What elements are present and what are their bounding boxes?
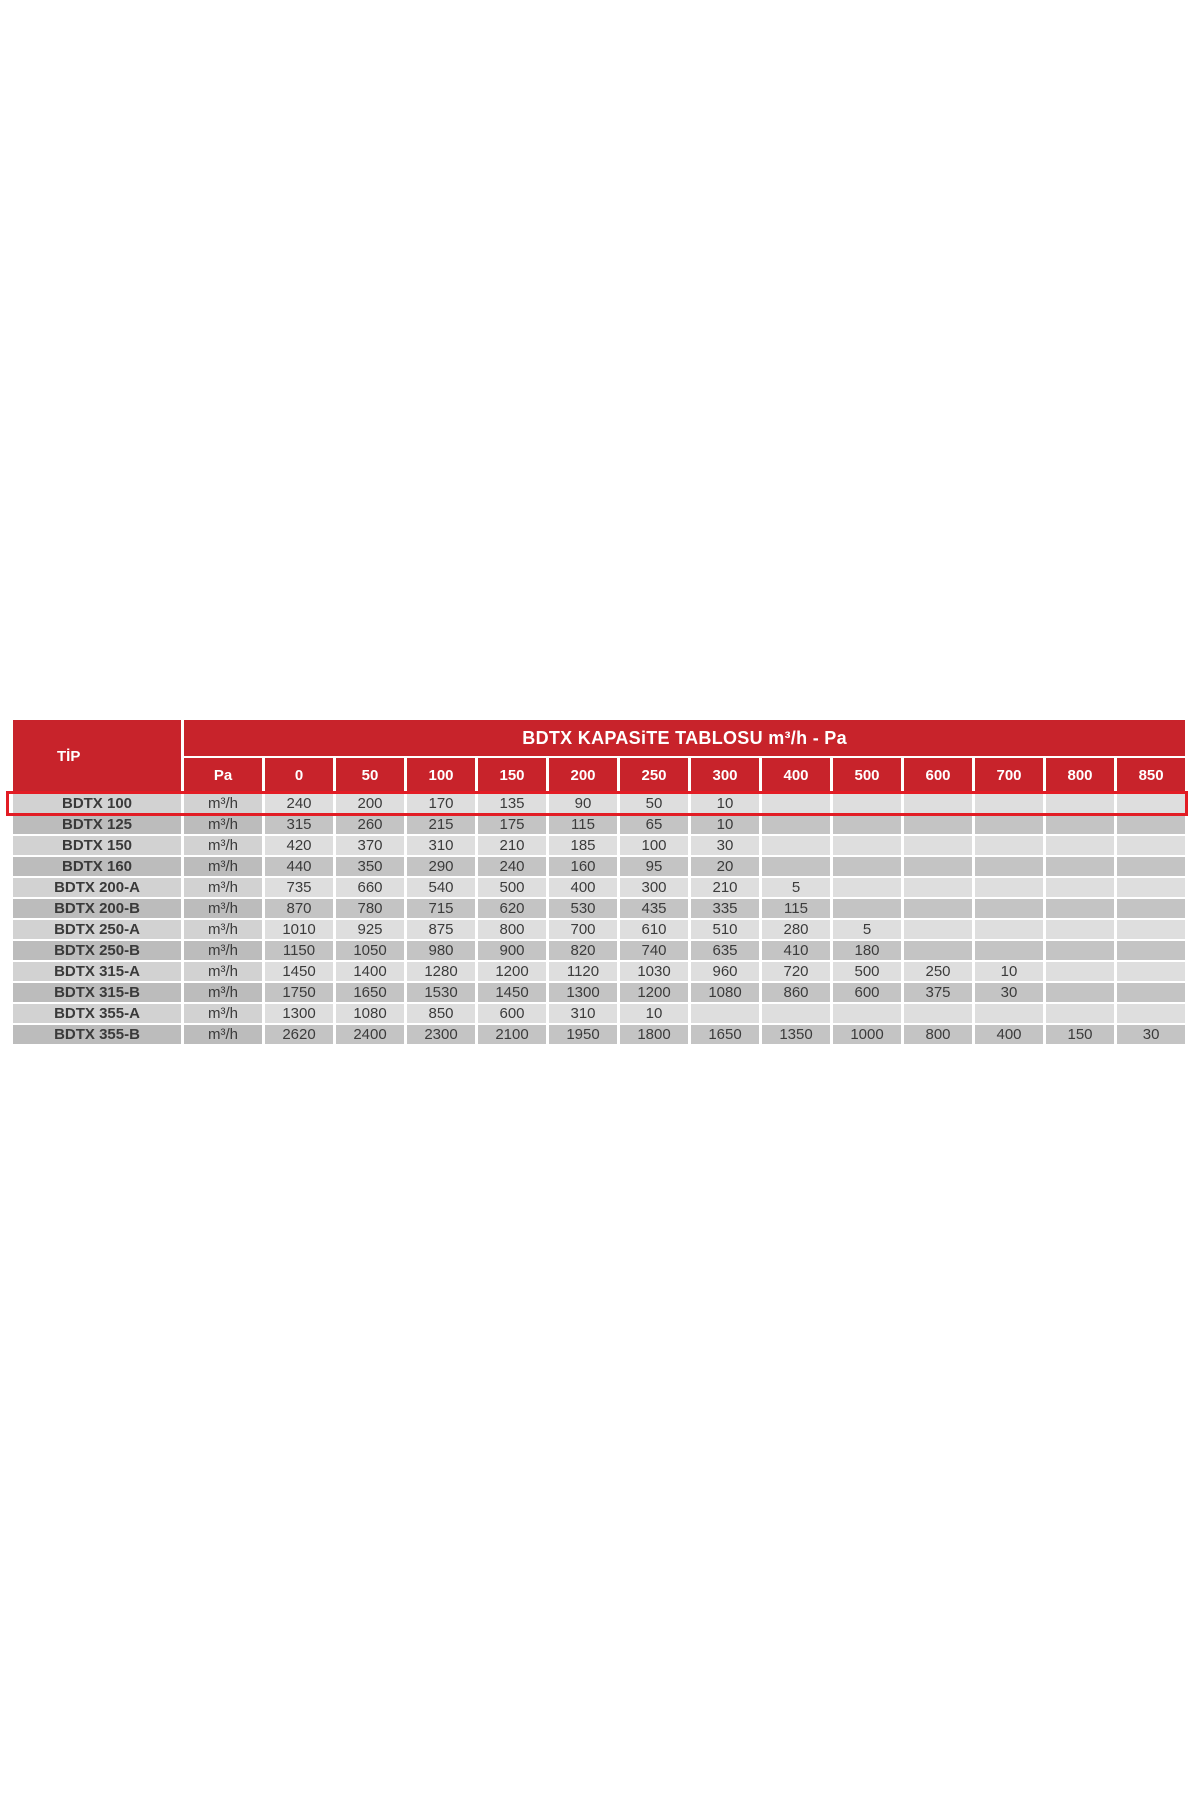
pa-header: Pa <box>184 758 262 792</box>
value-cell: 260 <box>336 815 404 834</box>
value-cell: 2400 <box>336 1025 404 1044</box>
value-cell <box>1046 794 1114 813</box>
value-cell: 335 <box>691 899 759 918</box>
value-cell: 210 <box>691 878 759 897</box>
value-cell: 95 <box>620 857 688 876</box>
value-cell <box>1046 815 1114 834</box>
value-cell: 250 <box>904 962 972 981</box>
value-cell <box>1117 899 1185 918</box>
value-cell <box>1046 878 1114 897</box>
pressure-column-header: 850 <box>1117 758 1185 792</box>
value-cell <box>1117 1004 1185 1023</box>
tip-cell: BDTX 315-A <box>13 962 181 981</box>
value-cell: 600 <box>478 1004 546 1023</box>
pressure-column-header: 50 <box>336 758 404 792</box>
value-cell: 800 <box>478 920 546 939</box>
value-cell: 10 <box>620 1004 688 1023</box>
unit-cell: m³/h <box>184 941 262 960</box>
value-cell <box>691 1004 759 1023</box>
unit-cell: m³/h <box>184 1004 262 1023</box>
value-cell: 175 <box>478 815 546 834</box>
value-cell <box>1117 815 1185 834</box>
value-cell: 400 <box>549 878 617 897</box>
value-cell: 240 <box>265 794 333 813</box>
capacity-table <box>10 718 1188 1046</box>
table-row <box>13 836 1185 855</box>
value-cell: 30 <box>975 983 1043 1002</box>
value-cell <box>904 857 972 876</box>
value-cell <box>975 857 1043 876</box>
value-cell: 1400 <box>336 962 404 981</box>
pressure-column-header: 150 <box>478 758 546 792</box>
value-cell <box>904 1004 972 1023</box>
value-cell <box>904 836 972 855</box>
value-cell: 300 <box>620 878 688 897</box>
value-cell: 530 <box>549 899 617 918</box>
value-cell: 50 <box>620 794 688 813</box>
table-row <box>13 857 1185 876</box>
value-cell: 870 <box>265 899 333 918</box>
value-cell: 1010 <box>265 920 333 939</box>
pressure-column-header: 500 <box>833 758 901 792</box>
value-cell: 1050 <box>336 941 404 960</box>
value-cell: 2100 <box>478 1025 546 1044</box>
value-cell <box>1046 962 1114 981</box>
value-cell <box>975 941 1043 960</box>
value-cell <box>1046 836 1114 855</box>
value-cell: 1450 <box>265 962 333 981</box>
table-row <box>13 941 1185 960</box>
value-cell <box>904 920 972 939</box>
value-cell <box>1117 857 1185 876</box>
value-cell: 290 <box>407 857 475 876</box>
value-cell <box>1117 983 1185 1002</box>
value-cell: 500 <box>478 878 546 897</box>
value-cell: 10 <box>691 815 759 834</box>
value-cell: 1150 <box>265 941 333 960</box>
value-cell <box>1046 1004 1114 1023</box>
value-cell <box>904 899 972 918</box>
value-cell: 2300 <box>407 1025 475 1044</box>
table-row <box>13 899 1185 918</box>
value-cell: 1080 <box>336 1004 404 1023</box>
value-cell: 65 <box>620 815 688 834</box>
value-cell: 715 <box>407 899 475 918</box>
value-cell: 1300 <box>265 1004 333 1023</box>
value-cell <box>904 878 972 897</box>
tip-cell: BDTX 200-A <box>13 878 181 897</box>
value-cell <box>833 815 901 834</box>
value-cell: 620 <box>478 899 546 918</box>
tip-header: TİP <box>13 720 181 792</box>
value-cell: 1280 <box>407 962 475 981</box>
table-row <box>13 1025 1185 1044</box>
value-cell: 1530 <box>407 983 475 1002</box>
value-cell <box>1117 836 1185 855</box>
value-cell: 30 <box>1117 1025 1185 1044</box>
pressure-column-header: 200 <box>549 758 617 792</box>
value-cell: 1200 <box>620 983 688 1002</box>
value-cell: 735 <box>265 878 333 897</box>
value-cell <box>1117 941 1185 960</box>
tip-cell: BDTX 200-B <box>13 899 181 918</box>
table-row <box>13 962 1185 981</box>
value-cell <box>1046 983 1114 1002</box>
table-body <box>13 794 1185 1044</box>
value-cell: 1200 <box>478 962 546 981</box>
value-cell <box>833 794 901 813</box>
value-cell <box>833 878 901 897</box>
value-cell: 115 <box>762 899 830 918</box>
value-cell <box>975 836 1043 855</box>
value-cell: 100 <box>620 836 688 855</box>
value-cell <box>1117 920 1185 939</box>
value-cell: 185 <box>549 836 617 855</box>
value-cell: 925 <box>336 920 404 939</box>
value-cell: 510 <box>691 920 759 939</box>
table-row <box>13 794 1185 813</box>
unit-cell: m³/h <box>184 920 262 939</box>
value-cell: 1030 <box>620 962 688 981</box>
value-cell: 215 <box>407 815 475 834</box>
value-cell <box>762 815 830 834</box>
value-cell <box>762 836 830 855</box>
pressure-column-header: 700 <box>975 758 1043 792</box>
value-cell: 370 <box>336 836 404 855</box>
value-cell: 150 <box>1046 1025 1114 1044</box>
pressure-column-header: 600 <box>904 758 972 792</box>
value-cell: 280 <box>762 920 830 939</box>
unit-cell: m³/h <box>184 962 262 981</box>
value-cell: 500 <box>833 962 901 981</box>
value-cell: 115 <box>549 815 617 834</box>
value-cell: 10 <box>691 794 759 813</box>
pressure-column-header: 100 <box>407 758 475 792</box>
value-cell: 1650 <box>336 983 404 1002</box>
value-cell: 310 <box>407 836 475 855</box>
value-cell: 740 <box>620 941 688 960</box>
value-cell <box>975 878 1043 897</box>
value-cell <box>904 794 972 813</box>
value-cell <box>1117 878 1185 897</box>
table-row <box>13 983 1185 1002</box>
value-cell: 420 <box>265 836 333 855</box>
pressure-column-header: 300 <box>691 758 759 792</box>
value-cell: 310 <box>549 1004 617 1023</box>
value-cell: 820 <box>549 941 617 960</box>
tip-cell: BDTX 100 <box>13 794 181 813</box>
value-cell: 960 <box>691 962 759 981</box>
value-cell <box>833 857 901 876</box>
value-cell <box>975 1004 1043 1023</box>
value-cell: 635 <box>691 941 759 960</box>
value-cell: 2620 <box>265 1025 333 1044</box>
value-cell <box>1046 920 1114 939</box>
pressure-column-header: 0 <box>265 758 333 792</box>
value-cell: 1650 <box>691 1025 759 1044</box>
value-cell: 780 <box>336 899 404 918</box>
value-cell: 610 <box>620 920 688 939</box>
value-cell <box>975 899 1043 918</box>
unit-cell: m³/h <box>184 983 262 1002</box>
value-cell: 1950 <box>549 1025 617 1044</box>
value-cell: 10 <box>975 962 1043 981</box>
value-cell <box>975 815 1043 834</box>
tip-cell: BDTX 160 <box>13 857 181 876</box>
pressure-header-row <box>13 758 1185 792</box>
value-cell <box>904 815 972 834</box>
table-row <box>13 920 1185 939</box>
value-cell: 720 <box>762 962 830 981</box>
unit-cell: m³/h <box>184 857 262 876</box>
value-cell <box>833 1004 901 1023</box>
unit-cell: m³/h <box>184 1025 262 1044</box>
value-cell: 440 <box>265 857 333 876</box>
value-cell: 700 <box>549 920 617 939</box>
value-cell: 410 <box>762 941 830 960</box>
value-cell <box>1117 794 1185 813</box>
value-cell: 5 <box>833 920 901 939</box>
value-cell: 1080 <box>691 983 759 1002</box>
tip-cell: BDTX 250-B <box>13 941 181 960</box>
value-cell <box>762 1004 830 1023</box>
value-cell: 20 <box>691 857 759 876</box>
value-cell <box>762 857 830 876</box>
value-cell: 435 <box>620 899 688 918</box>
table-row <box>13 1004 1185 1023</box>
table-row <box>13 878 1185 897</box>
value-cell <box>762 794 830 813</box>
value-cell: 160 <box>549 857 617 876</box>
pressure-column-header: 250 <box>620 758 688 792</box>
tip-cell: BDTX 250-A <box>13 920 181 939</box>
pressure-column-header: 800 <box>1046 758 1114 792</box>
value-cell: 180 <box>833 941 901 960</box>
value-cell: 800 <box>904 1025 972 1044</box>
value-cell: 1450 <box>478 983 546 1002</box>
table-row <box>13 815 1185 834</box>
tip-cell: BDTX 315-B <box>13 983 181 1002</box>
tip-cell: BDTX 125 <box>13 815 181 834</box>
value-cell: 30 <box>691 836 759 855</box>
value-cell: 350 <box>336 857 404 876</box>
value-cell: 90 <box>549 794 617 813</box>
value-cell: 375 <box>904 983 972 1002</box>
value-cell: 860 <box>762 983 830 1002</box>
value-cell <box>1117 962 1185 981</box>
value-cell: 240 <box>478 857 546 876</box>
value-cell: 875 <box>407 920 475 939</box>
value-cell: 5 <box>762 878 830 897</box>
value-cell <box>1046 941 1114 960</box>
value-cell <box>833 899 901 918</box>
value-cell: 170 <box>407 794 475 813</box>
pressure-column-header: 400 <box>762 758 830 792</box>
unit-cell: m³/h <box>184 836 262 855</box>
value-cell: 1350 <box>762 1025 830 1044</box>
value-cell: 1750 <box>265 983 333 1002</box>
value-cell: 660 <box>336 878 404 897</box>
table-title: BDTX KAPASiTE TABLOSU m³/h - Pa <box>184 720 1185 756</box>
unit-cell: m³/h <box>184 878 262 897</box>
value-cell: 135 <box>478 794 546 813</box>
value-cell: 900 <box>478 941 546 960</box>
tip-cell: BDTX 355-A <box>13 1004 181 1023</box>
value-cell: 1000 <box>833 1025 901 1044</box>
value-cell: 850 <box>407 1004 475 1023</box>
value-cell <box>1046 857 1114 876</box>
value-cell: 210 <box>478 836 546 855</box>
value-cell <box>975 920 1043 939</box>
value-cell: 1120 <box>549 962 617 981</box>
unit-cell: m³/h <box>184 794 262 813</box>
value-cell: 540 <box>407 878 475 897</box>
value-cell: 400 <box>975 1025 1043 1044</box>
value-cell <box>833 836 901 855</box>
value-cell <box>904 941 972 960</box>
value-cell: 600 <box>833 983 901 1002</box>
value-cell: 980 <box>407 941 475 960</box>
value-cell <box>1046 899 1114 918</box>
value-cell: 1800 <box>620 1025 688 1044</box>
value-cell: 1300 <box>549 983 617 1002</box>
value-cell <box>975 794 1043 813</box>
value-cell: 200 <box>336 794 404 813</box>
tip-cell: BDTX 150 <box>13 836 181 855</box>
unit-cell: m³/h <box>184 815 262 834</box>
value-cell: 315 <box>265 815 333 834</box>
unit-cell: m³/h <box>184 899 262 918</box>
tip-cell: BDTX 355-B <box>13 1025 181 1044</box>
